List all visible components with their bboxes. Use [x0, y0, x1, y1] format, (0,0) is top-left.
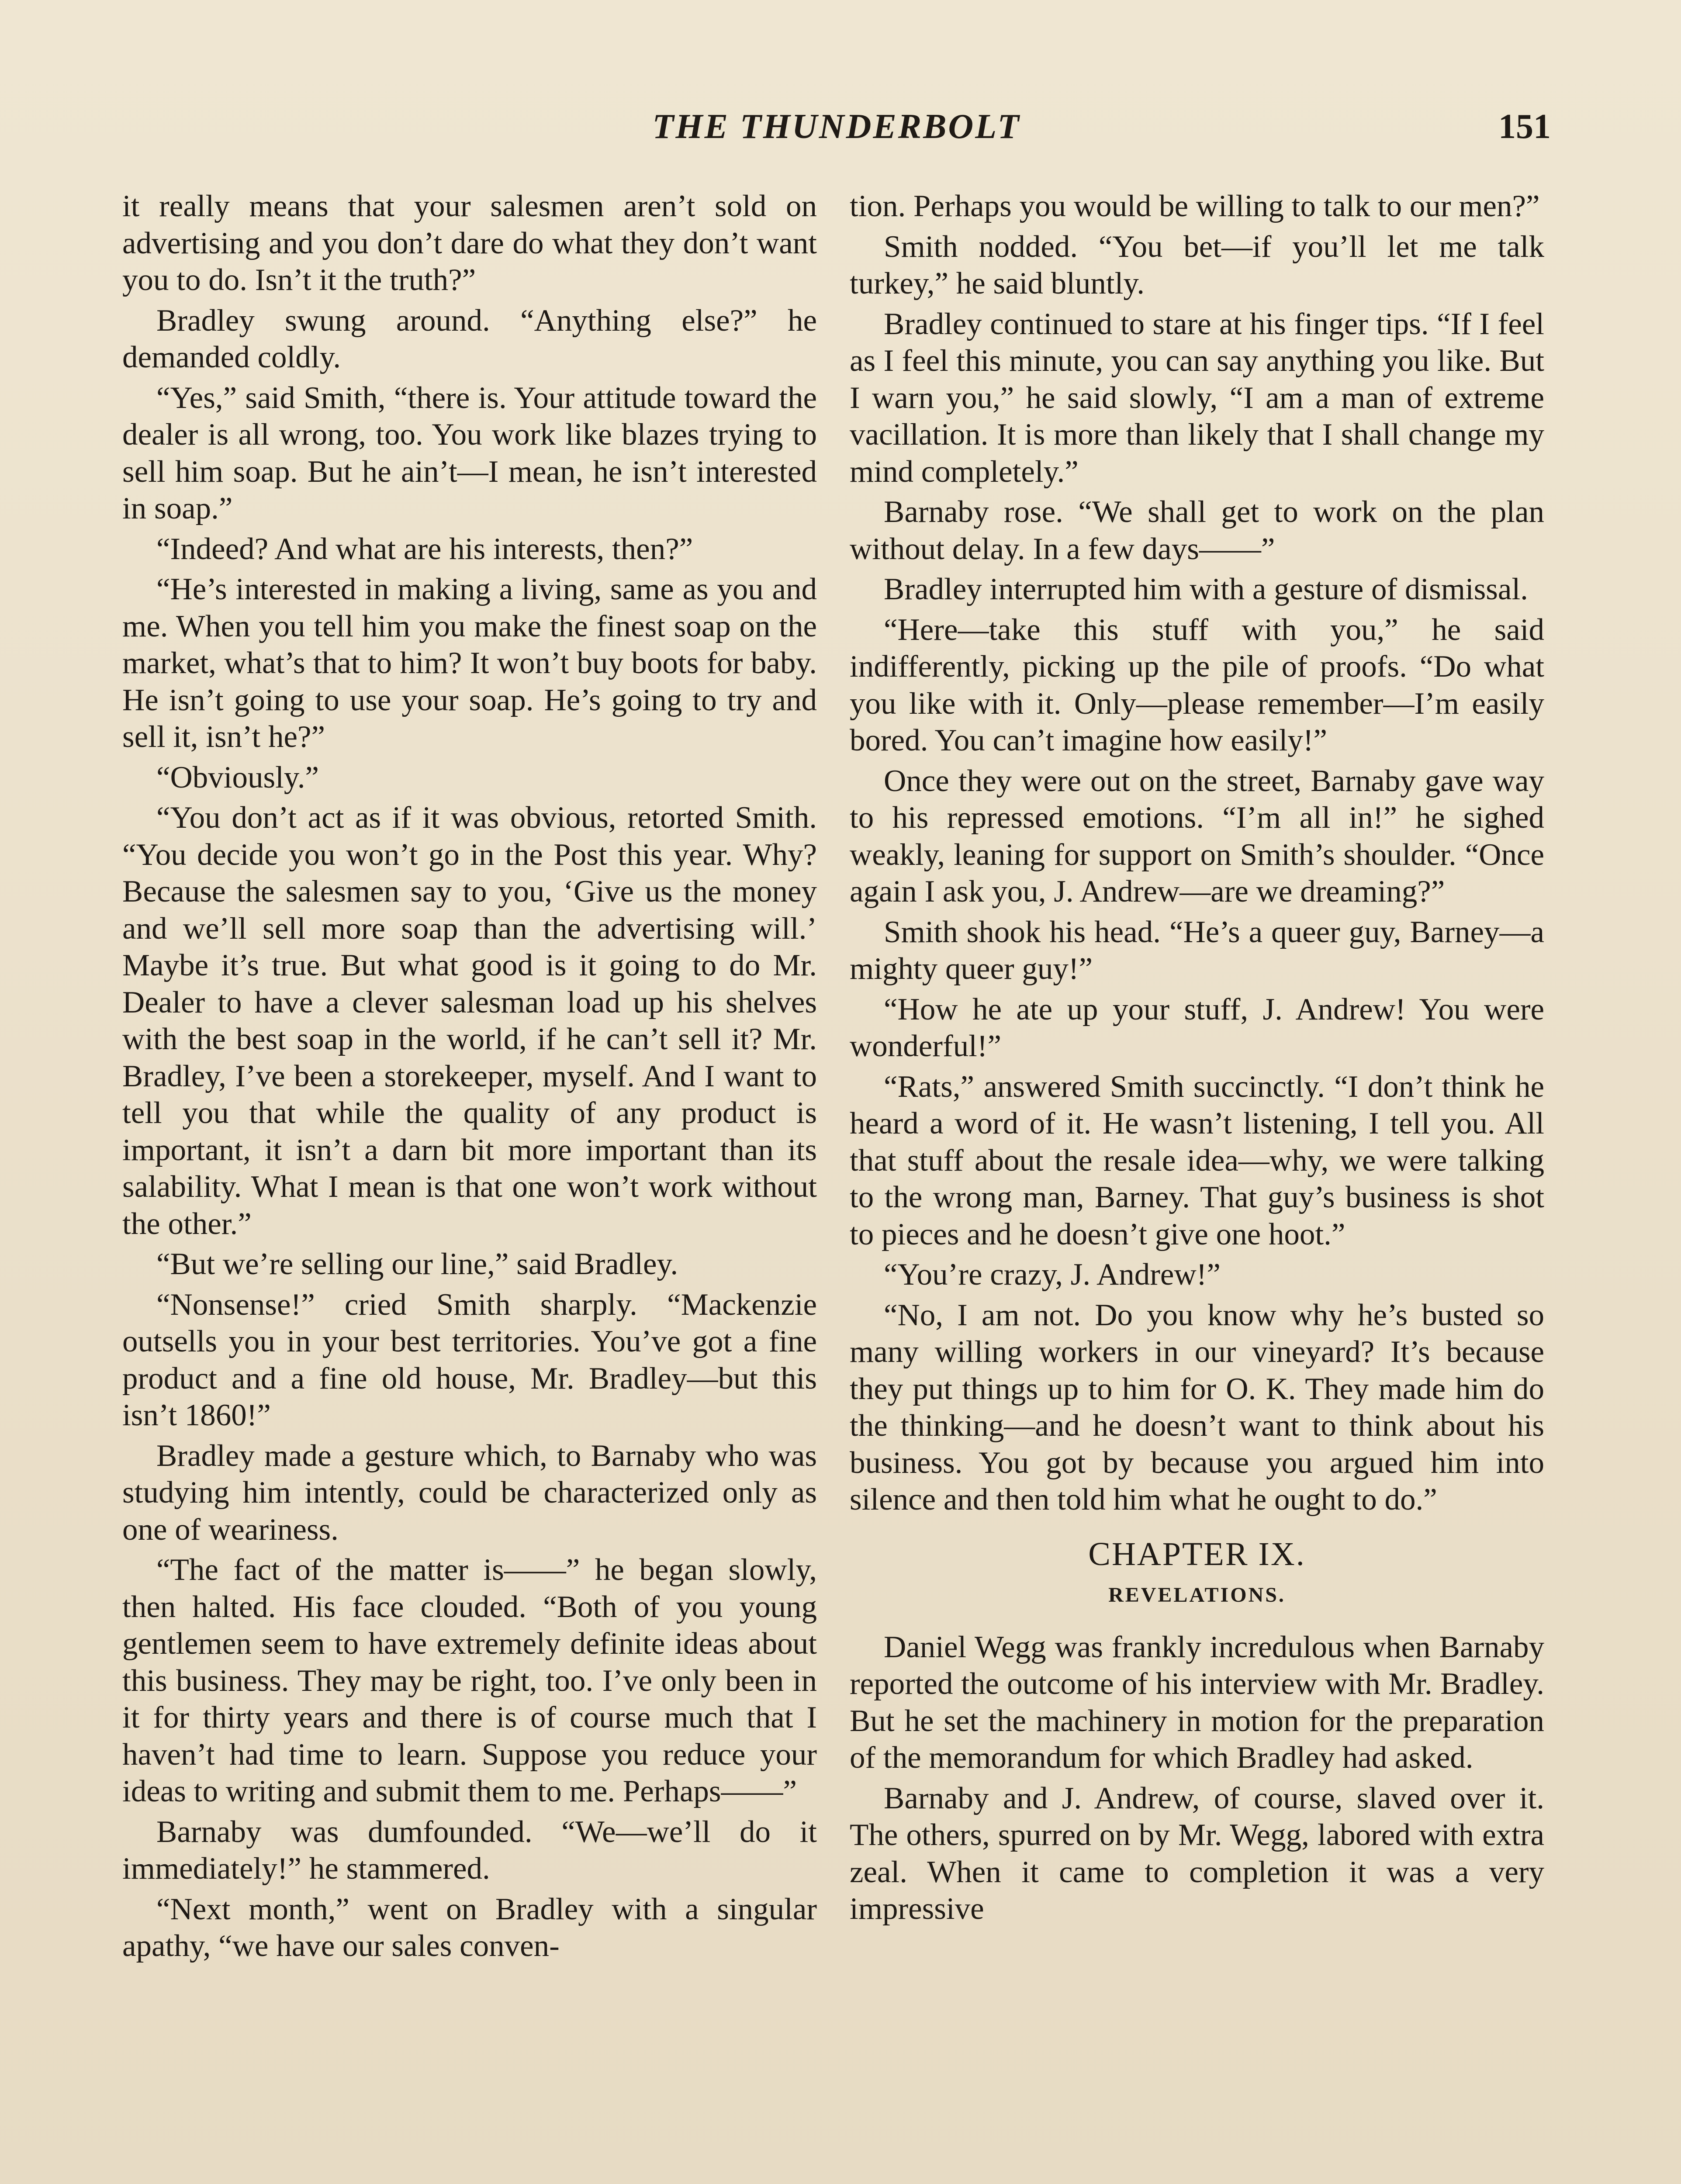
paragraph: Once they were out on the street, Barnaby gave way to his repressed emotions. “I’m all in!” he sighed weakly, leaning for support on Smith’s shoulder. “Once again I ask you, J. Andrew—are we dreaming?” [850, 764, 1544, 909]
paragraph: Barnaby and J. Andrew, of course, slaved over it. The others, spurred on by Mr. Wegg, labored with extra zeal. When it came to completion it was a very impressive [850, 1781, 1544, 1926]
paragraph: “No, I am not. Do you know why he’s busted so many willing workers in our vineyard? It’s because they put things up to him for O. K. They made him do the thinking—and he doesn’t want to think about his business. You got by because you argued him into silence and then told him what he ought to do.” [850, 1298, 1544, 1517]
paragraph: Bradley made a gesture which, to Barnaby who was studying him intently, could be characterized only as one of weariness. [122, 1438, 817, 1547]
page-number: 151 [1498, 107, 1551, 146]
paragraph: “Yes,” said Smith, “there is. Your attitude toward the dealer is all wrong, too. You work like blazes trying to sell him soap. But he ain’t—I mean, he isn’t interested in soap.” [122, 380, 817, 525]
paragraph: it really means that your salesmen aren’t sold on advertising and you don’t dare do what they don’t want you to do. Isn’t it the truth?” [122, 189, 817, 297]
paragraph: Bradley interrupted him with a gesture of dismissal. [884, 572, 1528, 606]
paragraph: “But we’re selling our line,” said Bradley. [156, 1247, 678, 1281]
paragraph: tion. Perhaps you would be willing to talk to our men?” [850, 189, 1540, 223]
paragraph: “Here—take this stuff with you,” he said indifferently, picking up the pile of proofs. “Do what you like with it. Only—please remember—I’m easily bored. You can’t imagine how easily!” [850, 612, 1544, 757]
chapter-heading: CHAPTER IX. [1088, 1535, 1306, 1572]
paragraph: “Rats,” answered Smith succinctly. “I don’t think he heard a word of it. He wasn’t listening, I tell you. All that stuff about the resale idea—why, we were talking to the wrong man, Barney. That guy’s business is shot to pieces and he doesn’t give one hoot.” [850, 1069, 1544, 1251]
paragraph: “Next month,” went on Bradley with a singular apathy, “we have our sales conven- [122, 1892, 817, 1963]
paragraph: Barnaby rose. “We shall get to work on the plan without delay. In a few days——” [850, 495, 1544, 566]
paragraph: Barnaby was dumfounded. “We—we’ll do it immediately!” he stammered. [122, 1814, 817, 1886]
paragraph: Daniel Wegg was frankly incredulous when Barnaby reported the outcome of his interview with Mr. Bradley. But he set the machinery in motion for the preparation of the memorandum for which Bradley had asked. [850, 1630, 1544, 1775]
paragraph: “He’s interested in making a living, same as you and me. When you tell him you make the finest soap on the market, what’s that to him? It won’t buy boots for baby. He isn’t going to use your soap. He’s going to try and sell it, isn’t he?” [122, 572, 817, 754]
paragraph: Smith nodded. “You bet—if you’ll let me talk turkey,” he said bluntly. [850, 229, 1544, 301]
paragraph: “Nonsense!” cried Smith sharply. “Mackenzie outsells you in your best territories. You’ve got a fine product and a fine old house, Mr. Bradley—but this isn’t 1860!” [122, 1287, 817, 1432]
paragraph: “Indeed? And what are his interests, then?” [156, 532, 693, 566]
paragraph: “The fact of the matter is——” he began slowly, then halted. His face clouded. “Both of you young gentlemen seem to have extremely definite ideas about this business. They may be right, too. I’ve only been in it for thirty years and there is of course much that I haven’t had time to learn. Suppose you reduce your ideas to writing and submit them to me. Perhaps——” [122, 1553, 817, 1808]
paragraph: Bradley continued to stare at his finger tips. “If I feel as I feel this minute, you can say anything you like. But I warn you,” he said slowly, “I am a man of extreme vacillation. It is more than likely that I shall change my mind completely.” [850, 307, 1544, 489]
left-column [122, 188, 817, 1968]
paragraph: “You’re crazy, J. Andrew!” [884, 1258, 1221, 1292]
paragraph: Bradley swung around. “Anything else?” he demanded coldly. [122, 303, 817, 374]
running-head [122, 107, 1551, 159]
running-title: THE THUNDERBOLT [652, 107, 1021, 146]
paragraph: “How he ate up your stuff, J. Andrew! You were wonderful!” [850, 992, 1544, 1063]
paragraph: “Obviously.” [156, 760, 319, 795]
paragraph: “You don’t act as if it was obvious, retorted Smith. “You decide you won’t go in the Post this year. Why? Because the salesmen say to you, ‘Give us the money and we’ll sell more soap than the advertising will.’ Maybe it’s true. But what good is it going to do Mr. Dealer to have a clever salesman load up his shelves with the best soap in the world, if he can’t sell it? Mr. Bradley, I’ve been a storekeeper, myself. And I want to tell you that while the quality of any product is important, it isn’t a darn bit more important than its salability. What I mean is that one won’t work without the other.” [122, 801, 817, 1241]
chapter-subtitle: REVELATIONS. [1108, 1583, 1286, 1607]
right-column [850, 188, 1544, 1931]
paragraph: Smith shook his head. “He’s a queer guy, Barney—a mighty queer guy!” [850, 915, 1544, 986]
